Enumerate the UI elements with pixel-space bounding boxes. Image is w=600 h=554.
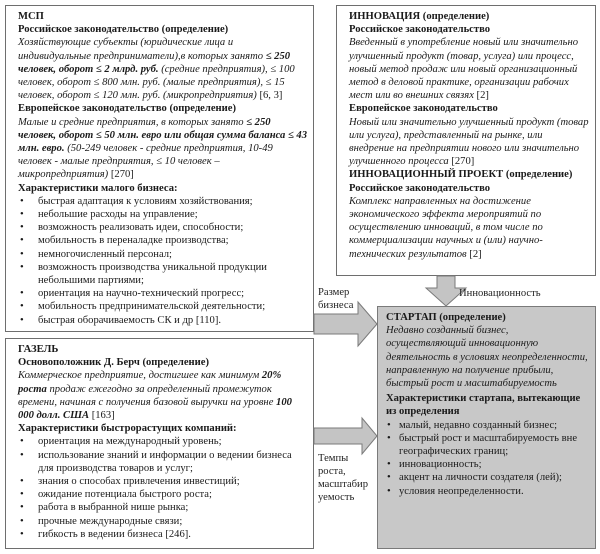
list-item: • быстрая оборачиваемость СК и др [110]. bbox=[18, 314, 307, 327]
list-item: • гибкость в ведении бизнеса [246]. bbox=[18, 528, 307, 541]
msp-ru-definition: Хозяйствующие субъекты (юридические лица и индивидуальные предприниматели),в которых занято ≤ 250 человек, оборот ≤ 2 млрд. руб. (средние предприятия), ≤ 100 человек, оборот ≤ 800 млн. руб. (малые предприятия), ≤ 15 человек, оборот ≤ 120 млн. руб. (микропредприятия) [6, 3] bbox=[18, 37, 295, 102]
list-item: • небольшие расходы на управление; bbox=[18, 208, 307, 221]
innovation-ru-heading: Российское законодательство bbox=[349, 24, 491, 36]
list-item: • немногочисленный персонал; bbox=[18, 248, 307, 261]
gazelle-heading: Основоположник Д. Берч (определение) bbox=[18, 357, 209, 369]
startup-char-heading: Характеристики стартапа, вытекающие из определения bbox=[386, 393, 581, 418]
list-item: • прочные международные связи; bbox=[18, 515, 307, 528]
gazelle-definition: Коммерческое предприятие, достигшее как минимум 20% роста продаж ежегодно за определенный промежуток времени, начиная с получения базовой выручки на уровне 100 000 долл. США [163] bbox=[18, 370, 292, 422]
list-item: • мобильность предпринимательской деятельности; bbox=[18, 300, 307, 313]
msp-char-heading: Характеристики малого бизнеса: bbox=[18, 182, 178, 194]
innovation-title: ИННОВАЦИЯ (определение) bbox=[349, 11, 490, 22]
gazelle-char-heading: Характеристики быстрорастущих компаний: bbox=[18, 423, 237, 435]
list-item: • акцент на личности создателя (лей); bbox=[386, 471, 589, 484]
msp-title: МСП bbox=[18, 11, 44, 22]
innovation-arrow-label: Инновационность bbox=[459, 288, 541, 299]
innovation-project-definition: Комплекс направленных на достижение экономического эффекта мероприятий по осуществлению инноваций, в том числе по коммерциализации научных и (или) научно-технических результатов [2] bbox=[349, 195, 543, 260]
msp-ru-heading: Российское законодательство (определение) bbox=[18, 24, 229, 36]
list-item: • быстрая адаптация к условиям хозяйствования; bbox=[18, 195, 307, 208]
growth-arrow-label: Темпы роста, масштабир уемость bbox=[318, 453, 369, 503]
list-item: • использование знаний и информации о ведении бизнеса для производства товаров и услуг; bbox=[18, 449, 307, 475]
list-item: • ожидание потенциала быстрого роста; bbox=[18, 488, 307, 501]
list-item: • малый, недавно созданный бизнес; bbox=[386, 419, 589, 432]
msp-eu-definition: Малые и средние предприятия, в которых занято ≤ 250 человек, оборот ≤ 50 млн. евро или общая сумма баланса ≤ 43 млн. евро. (50-249 человек - средние предприятия, 10-49 человек - малые предприятия, ≤ 10 человек – микропредприятия) [270] bbox=[18, 116, 308, 181]
size-arrow-label: Размер бизнеса bbox=[318, 287, 354, 311]
innovation-eu-definition: Новый или значительно улучшенный продукт (товар или услуга), представленный на рынке, или внедрение на предприятии нового или значительно улучшенного процесса [270] bbox=[349, 116, 589, 168]
list-item: • возможность производства уникальной продукции небольшими партиями; bbox=[18, 261, 307, 287]
startup-title: СТАРТАП (определение) bbox=[386, 312, 506, 323]
list-item: • возможность реализовать идеи, способности; bbox=[18, 221, 307, 234]
innovation-project-title: ИННОВАЦИОННЫЙ ПРОЕКТ (определение) bbox=[349, 169, 573, 181]
list-item: • знания о способах привлечения инвестиций; bbox=[18, 475, 307, 488]
list-item: • ориентация на научно-технический прогресс; bbox=[18, 287, 307, 300]
list-item: • ориентация на международный уровень; bbox=[18, 435, 307, 448]
list-item: • условия неопределенности. bbox=[386, 485, 589, 498]
innovation-project-ru-heading: Российское законодательство bbox=[349, 182, 491, 194]
innovation-ru-definition: Введенный в употребление новый или значительно улучшенный продукт (товар, услуга) или процесс, новый метод продаж или новый организационный метод в деловой практике, организации рабочих мест или во внешних связях [2] bbox=[349, 37, 579, 102]
msp-eu-heading: Европейское законодательство (определение) bbox=[18, 103, 236, 115]
list-item: • быстрый рост и масштабируемость вне географических границ; bbox=[386, 432, 589, 458]
list-item: • работа в выбранной нише рынка; bbox=[18, 501, 307, 514]
list-item: • мобильность в переналадке производства; bbox=[18, 234, 307, 247]
startup-definition: Недавно созданный бизнес, осуществляющий инновационную деятельность в условиях неопределенности, направленную на получение прибыли, быстрый рост и масштабируемость bbox=[386, 325, 588, 390]
innovation-eu-heading: Европейское законодательство bbox=[349, 103, 498, 115]
gazelle-title: ГАЗЕЛЬ bbox=[18, 344, 59, 355]
list-item: • инновационность; bbox=[386, 458, 589, 471]
